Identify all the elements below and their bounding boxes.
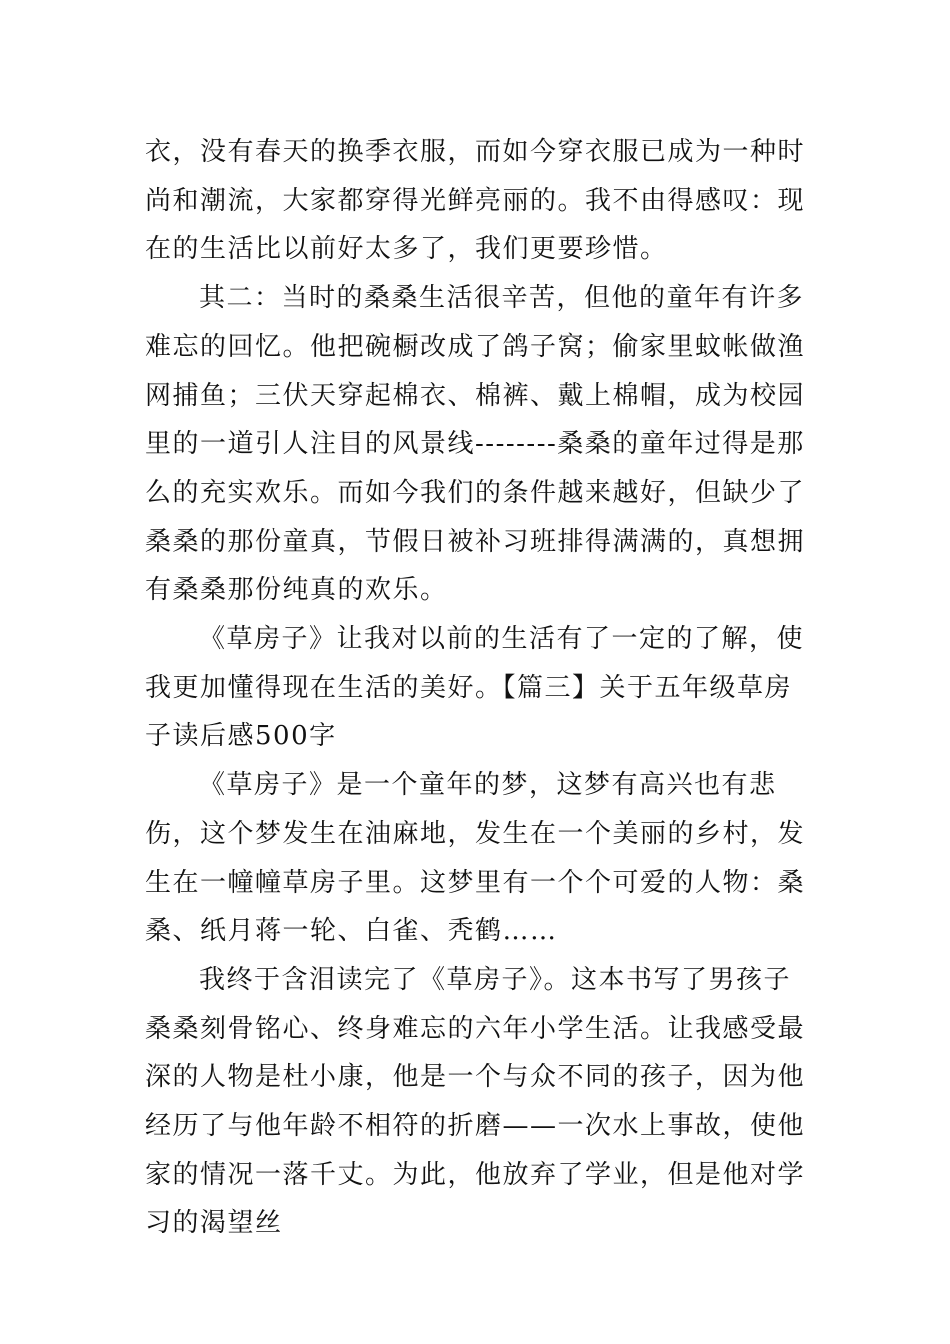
paragraph-dream-intro: 《草房子》是一个童年的梦，这梦有高兴也有悲伤，这个梦发生在油麻地，发生在一个美丽的乡村，发生在一幢幢草房子里。这梦里有一个个可爱的人物：桑桑、纸月蒋一轮、白雀、秃鹤…… <box>145 770 806 947</box>
paragraph-conclusion-and-heading: 《草房子》让我对以前的生活有了一定的了解，使我更加懂得现在生活的美好。【篇三】关于五年级草房子读后感500字 <box>145 624 805 752</box>
paragraph-second-point: 其二：当时的桑桑生活很辛苦，但他的童年有许多难忘的回忆。他把碗橱改成了鸽子窝；偷家里蚊帐做渔网捕鱼；三伏天穿起棉衣、棉裤、戴上棉帽，成为校园里的一道引人注目的风景线--------桑桑的童年过得是那么的充实欢乐。而如今我们的条件越来越好，但缺少了桑桑的那份童真，节假日被补习班排得满满的，真想拥有桑桑那份纯真的欢乐。 <box>145 283 806 606</box>
paragraph-continued: 衣，没有春天的换季衣服，而如今穿衣服已成为一种时尚和潮流，大家都穿得光鲜亮丽的。我不由得感叹：现在的生活比以前好太多了，我们更要珍惜。 <box>145 137 806 265</box>
document-body <box>145 128 810 1248</box>
paragraph-reading-reflection: 我终于含泪读完了《草房子》。这本书写了男孩子桑桑刻骨铭心、终身难忘的六年小学生活。让我感受最深的人物是杜小康，他是一个与众不同的孩子，因为他经历了与他年龄不相符的折磨——一次水上事故，使他家的情况一落千丈。为此，他放弃了学业，但是他对学习的渴望丝 <box>145 964 806 1239</box>
